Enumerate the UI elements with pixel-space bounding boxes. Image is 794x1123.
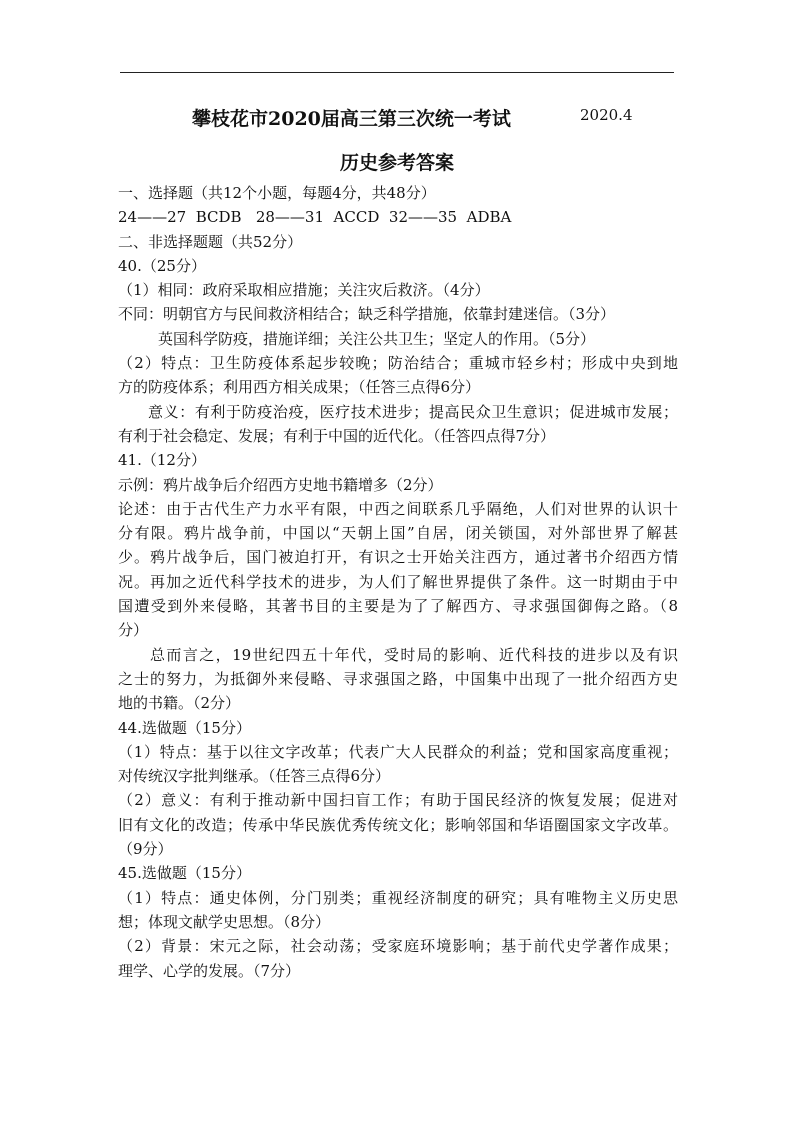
section-heading: 二、非选择题题（共52分） <box>118 232 303 251</box>
document-date: 2020.4 <box>580 106 633 124</box>
question-heading: 45.选做题（15分） <box>118 864 251 883</box>
question-heading: 41.（12分） <box>118 451 206 470</box>
answer-line: 意义：有利于防疫治疫，医疗技术进步；提高民众卫生意识；促进城市发展； <box>148 402 678 421</box>
answer-line: 总而言之，19世纪四五十年代，受时局的影响、近代科技的进步以及有识 <box>150 645 678 664</box>
answer-line: 理学、心学的发展。（7分） <box>118 961 301 980</box>
question-heading: 40.（25分） <box>118 256 206 275</box>
answer-line: 少。鸦片战争后，国门被迫打开，有识之士开始关注西方，通过著书介绍西方情 <box>118 548 678 567</box>
answer-line: 方的防疫体系；利用西方相关成果；（任答三点得6分） <box>118 378 481 397</box>
answer-line: 地的书籍。（2分） <box>118 694 241 713</box>
answer-line: 英国科学防疫，措施详细；关注公共卫生；坚定人的作用。（5分） <box>158 329 596 348</box>
section-heading: 一、选择题（共12个小题，每题4分，共48分） <box>118 184 436 202</box>
answer-line: 对传统汉字批判继承。（任答三点得6分） <box>118 767 391 786</box>
answer-line: 示例：鸦片战争后介绍西方史地书籍增多（2分） <box>118 475 443 494</box>
choice-answers: 24——27 BCDB 28——31 ACCD 32——35 ADBA <box>118 208 512 227</box>
answer-body <box>118 181 678 983</box>
answer-line: 有利于社会稳定、发展；有利于中国的近代化。（任答四点得7分） <box>118 426 556 445</box>
answer-line: 分） <box>118 621 149 640</box>
answer-line: 之士的努力，为抵御外来侵略、寻求强国之路，中国集中出现了一批介绍西方史 <box>118 669 678 688</box>
answer-line: （1）特点：通史体例，分门别类；重视经济制度的研究；具有唯物主义历史思 <box>118 888 678 907</box>
answer-line: 分有限。鸦片战争前，中国以“天朝上国”自居，闭关锁国，对外部世界了解甚 <box>118 524 678 543</box>
answer-line: 想；体现文献学史思想。（8分） <box>118 912 331 931</box>
answer-line: 不同：明朝官方与民间救济相结合；缺乏科学措施，依靠封建迷信。（3分） <box>118 305 616 324</box>
answer-line: （2）特点：卫生防疫体系起步较晚；防治结合；重城市轻乡村；形成中央到地 <box>118 354 678 373</box>
answer-line: （2）背景：宋元之际，社会动荡；受家庭环境影响；基于前代史学著作成果； <box>118 937 678 956</box>
document-title: 攀枝花市2020届高三第三次统一考试 <box>192 108 511 130</box>
answer-line: （9分） <box>118 840 173 859</box>
document-subtitle: 历史参考答案 <box>339 152 454 174</box>
answer-line: （1）相同：政府采取相应措施；关注灾后救济。（4分） <box>118 281 490 300</box>
top-rule <box>120 72 674 73</box>
answer-line: 旧有文化的改造；传承中华民族优秀传统文化；影响邻国和华语圈国家文字改革。 <box>118 815 678 834</box>
answer-line: （2）意义：有利于推动新中国扫盲工作；有助于国民经济的恢复发展；促进对 <box>118 791 678 810</box>
answer-line: 论述：由于古代生产力水平有限，中西之间联系几乎隔绝，人们对世界的认识十 <box>118 499 678 518</box>
answer-line: （1）特点：基于以往文字改革；代表广大人民群众的利益；党和国家高度重视； <box>118 742 678 761</box>
question-heading: 44.选做题（15分） <box>118 718 251 737</box>
answer-line: 国遭受到外来侵略，其著书目的主要是为了了解西方、寻求强国御侮之路。（8 <box>118 597 678 616</box>
answer-line: 况。再加之近代科学技术的进步，为人们了解世界提供了条件。这一时期由于中 <box>118 572 678 591</box>
